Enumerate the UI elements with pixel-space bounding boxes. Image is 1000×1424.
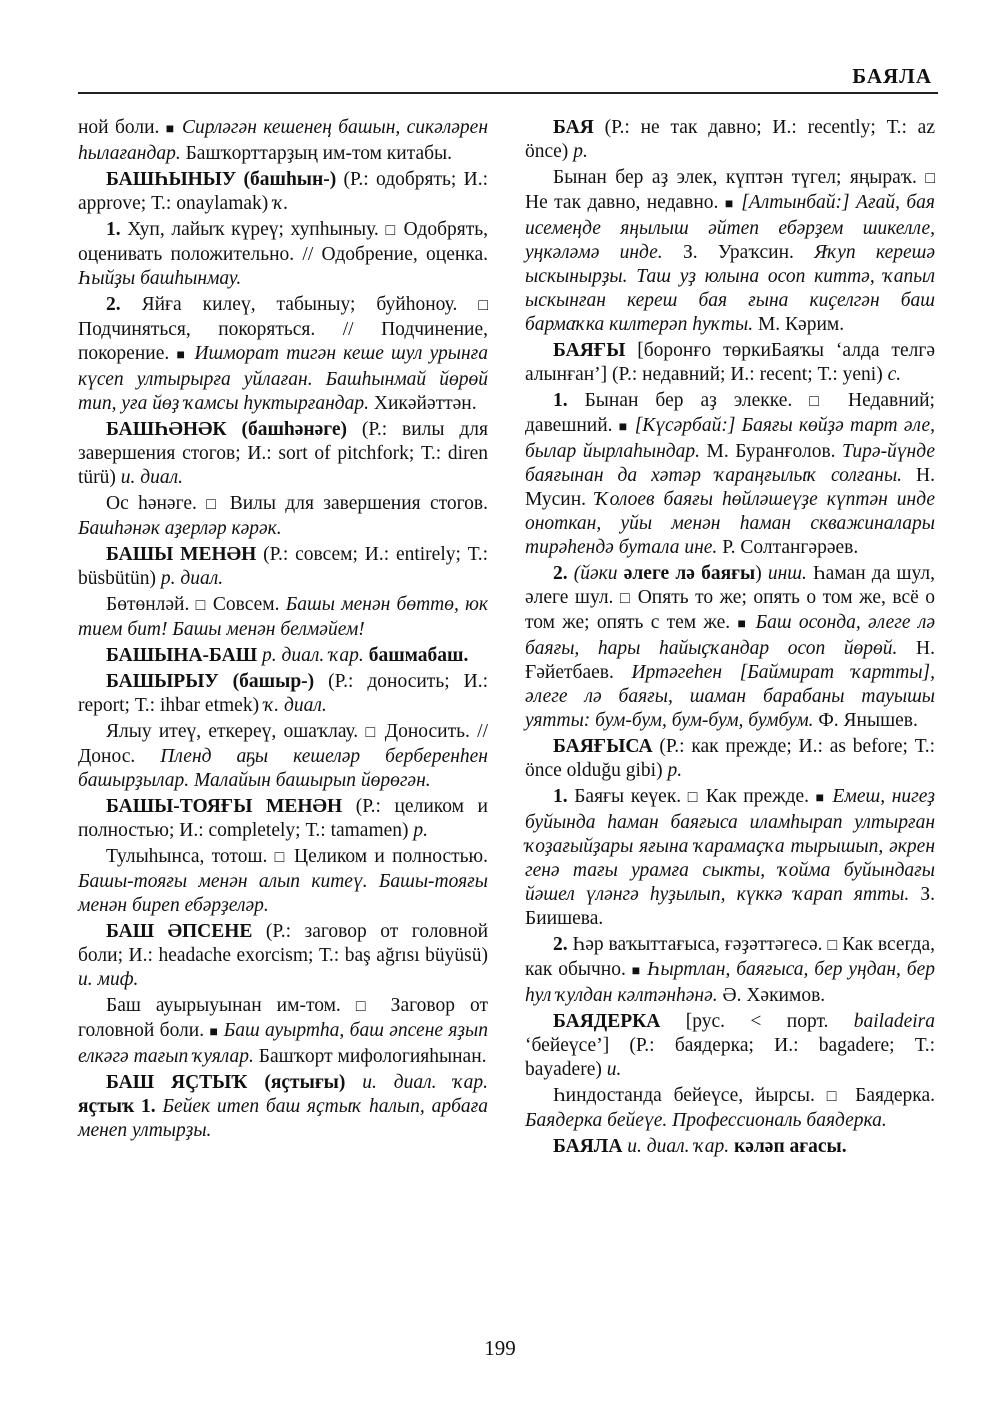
running-header — [78, 62, 938, 94]
sense: 2. Һәр ваҡыттағыса, ғәҙәттәгесә. □ Как всегда, как обычно. ■ Һыртлан, баяғыса, бер уңдан, бер һул ҡулдан кәлтәнһәнә. Ә. Хәкимов. — [525, 934, 935, 1006]
entry-bashy-menen: БАШЫ МЕНӘН (Р.: совсем; И.: entirely; Т.: büsbütün) р. диал. — [78, 544, 488, 589]
page-number: 199 — [484, 1336, 516, 1360]
entry-bashyna-bash: БАШЫНА-БАШ р. диал. ҡар. башмабаш. — [106, 645, 469, 666]
sense: Ос һәнәге. □ Вилы для завершения стогов. Башһәнәк аҙерләр кәрәк. — [78, 493, 488, 539]
running-head-word: БАЯЛА — [852, 64, 932, 88]
square-marker: □ — [195, 597, 207, 614]
block-marker: ■ — [724, 197, 735, 212]
entry-bashhenek: БАШҺӘНӘК (башһәнәге) (Р.: вилы для завершения стогов; И.: sort of pitchfork; Т.: diren türü) и. диал. — [78, 419, 488, 488]
sense: Баш ауырыуынан им-том. □ Заговор от головной боли. ■ Баш ауыртһа, баш әпсене яҙып елкәгә тағып ҡуялар. Башҡорт мифологияһынан. — [78, 995, 488, 1067]
left-column — [78, 116, 488, 1145]
sense: Ялыу итеү, еткереү, ошаҡлау. □ Доносить. // Донос. Пленд аҕы кешеләр берберенһен башырҙылар. Малайын башырып йөрөгән. — [78, 721, 488, 791]
headword: БАЯ — [553, 117, 594, 138]
sense: 1. Бынан бер аҙ элекке. □ Недавний; давешний. ■ [Күсәрбай:] Баяғы көйҙә тарт әле, былар йырлаһындар. М. Буранғолов. Тирә-йүнде баяғынан да хәтәр ҡараңғылыҡ солғаны. Н. Мусин. Ҡолоев баяғы һөйләшеүҙе күптән инде оноткан, уйы менән һаман скважиналары тирәһендә бутала ине. Р. Солтангәрәев. — [525, 390, 935, 558]
sense: 2. (йәки әлеге лә баяғы) инш. Һаман да шул, әлеге шул. □ Опять то же; опять о том же, всё о том же; опять с тем же. ■ Баш осонда, әлеге лә баяғы, һары һайыҫҡандар осоп йөрөй. Н. Ғәйетбаев. Иртәгеһен [Баймират ҡартты], әлеге лә баяғы, шаман барабаны тауышы уятты: бум-бум, бум-бум, бумбум. Ф. Янышев. — [525, 563, 936, 731]
sense: Тулыһынса, тотош. □ Целиком и полностью. Башы-тояғы менән алып китеү. Башы-тояғы менән биреп ебәрҙеләр. — [78, 846, 489, 916]
square-marker: □ — [478, 297, 488, 314]
square-marker: □ — [274, 849, 287, 866]
headword: БАЯЛА — [553, 1136, 623, 1157]
entry-bayagy: БАЯҒЫ [боронғо төркиБаяҡы ‘алда телгә алынған’] (Р.: недавний; И.: recent; Т.: yeni) с. — [525, 340, 935, 385]
entry-continuation: ной боли. ■ Сирләгән кешенең башын, сикәләрен һылағандар. Башҡорттарҙың им-том китабы. — [78, 117, 488, 164]
square-marker: □ — [206, 496, 221, 513]
entry-bashyryu: БАШЫРЫУ (башыр-) (Р.: доносить; И.: report; Т.: ihbar etmek) ҡ. диал. — [78, 671, 488, 716]
headword: БАШЫ МЕНӘН — [106, 544, 257, 565]
square-marker: □ — [687, 789, 700, 806]
entry-bayala: БАЯЛА и. диал. ҡар. кәләп ағасы. — [553, 1136, 847, 1157]
entry-bashhynyu: БАШҺЫНЫУ (башһын-) (Р.: одобрять; И.: approve; Т.: onaylamak) ҡ. — [78, 169, 488, 214]
square-marker: □ — [355, 998, 376, 1015]
headword: БАШЫ-ТОЯҒЫ МЕНӘН — [106, 796, 343, 817]
sense: Бөтөнләй. □ Совсем. Башы менән бөттө, юк тием бит! Башы менән белмәйем! — [78, 594, 489, 640]
entry-bash-yastyk: БАШ ЯҪТЫҠ (яҫтығы) и. диал. ҡар. яҫтыҡ 1. Бейек итеп баш яҫтыҡ һалып, арбаға менеп ултырҙы. — [78, 1072, 489, 1141]
block-marker: ■ — [176, 348, 188, 363]
entry-baya: БАЯ (Р.: не так давно; И.: recently; Т.: az önce) р. — [525, 117, 935, 162]
headword: БАШЫНА-БАШ — [106, 645, 258, 666]
entry-bayagysa: БАЯҒЫСА (Р.: как прежде; И.: as before; Т.: önce olduğu gibi) р. — [525, 736, 935, 781]
headword: БАШ ЯҪТЫҠ — [106, 1072, 248, 1093]
headword: БАЯҒЫСА — [553, 736, 653, 757]
square-marker: □ — [826, 1088, 844, 1105]
block-marker: ■ — [631, 964, 642, 979]
square-marker: □ — [925, 170, 935, 187]
headword: БАШЫРЫУ — [106, 671, 219, 692]
block-marker: ■ — [618, 420, 629, 435]
headword: БАШҺӘНӘК — [106, 419, 227, 440]
sense: 2. Яйға килеү, табыныу; буйһоноу. □ Подчиняться, покоряться. // Подчинение, покорение. ■ Ишморат тигән кеше шул урынға күсеп ултырырға уйлаған. Башһынмай йөрөй тип, уға йөҙ ҡамсы һуктырғандар. Хикәйәттән. — [78, 294, 488, 414]
sense: Бынан бер аҙ элек, күптән түгел; яңыраҡ. □ Не так давно, недавно. ■ [Алтынбай:] Ағай, бая исемеңде яңылыш әйтеп ебәрҙем шикелле, уңкәләмә инде. З. Ураҡсин. Яҡуп керешә ыскынырҙы. Таш уҙ юлына осоп киттә, ҡапыл ыскынған кереш бая ғына киҫелгән баш бармаҡка килтерәп һуҡты. М. Кәрим. — [525, 167, 936, 335]
block-marker: ■ — [737, 617, 749, 632]
entry-bashy-toyagy-menen: БАШЫ-ТОЯҒЫ МЕНӘН (Р.: целиком и полностью; И.: completely; Т.: tamamen) р. — [78, 796, 488, 841]
headword: БАШ ӘПСЕНЕ — [106, 921, 253, 942]
headword: БАЯҒЫ — [553, 340, 626, 361]
sense: 1. Баяғы кеүек. □ Как прежде. ■ Емеш, нигеҙ буйында һаман баяғыса иламһырап ултырған ҡоҙағыйҙары яғына ҡарамаҫҡа тырышып, әкрен генә тағы урамға сыкты, ҡойма буйындағы йәшел үләнгә һуҙылып, күккә ҡарап ятты. З. Биишева. — [525, 786, 935, 929]
square-marker: □ — [365, 724, 378, 741]
square-marker: □ — [827, 937, 838, 954]
block-marker: ■ — [815, 791, 826, 806]
square-marker: □ — [809, 393, 831, 410]
sense: Һиндостанда бейеүсе, йырсы. □ Баядерка. Баядерка бейеүе. Профессиональ баядерка. — [525, 1085, 935, 1131]
entry-bash-epsene: БАШ ӘПСЕНЕ (Р.: заговор от головной боли; И.: headache exorcism; Т.: baş ağrısı büyüsü) и. миф. — [78, 921, 489, 990]
entry-bayaderka: БАЯДЕРКА [рус. < порт. bailadeira ‘бейеүсе’] (Р.: баядерка; И.: bagadere; Т.: bayadere) и. — [525, 1011, 935, 1080]
right-column — [525, 116, 935, 1161]
block-marker: ■ — [209, 1025, 219, 1040]
block-marker: ■ — [165, 122, 176, 137]
square-marker: □ — [619, 590, 632, 607]
square-marker: □ — [385, 222, 397, 239]
headword: БАШҺЫНЫУ — [106, 169, 237, 190]
sense: 1. Хуп, лайыҡ күреү; хупһыныу. □ Одобрять, оценивать положительно. // Одобрение, оценка. Һыйҙы башһынмау. — [78, 219, 488, 289]
headword: БАЯДЕРКА — [553, 1011, 661, 1032]
